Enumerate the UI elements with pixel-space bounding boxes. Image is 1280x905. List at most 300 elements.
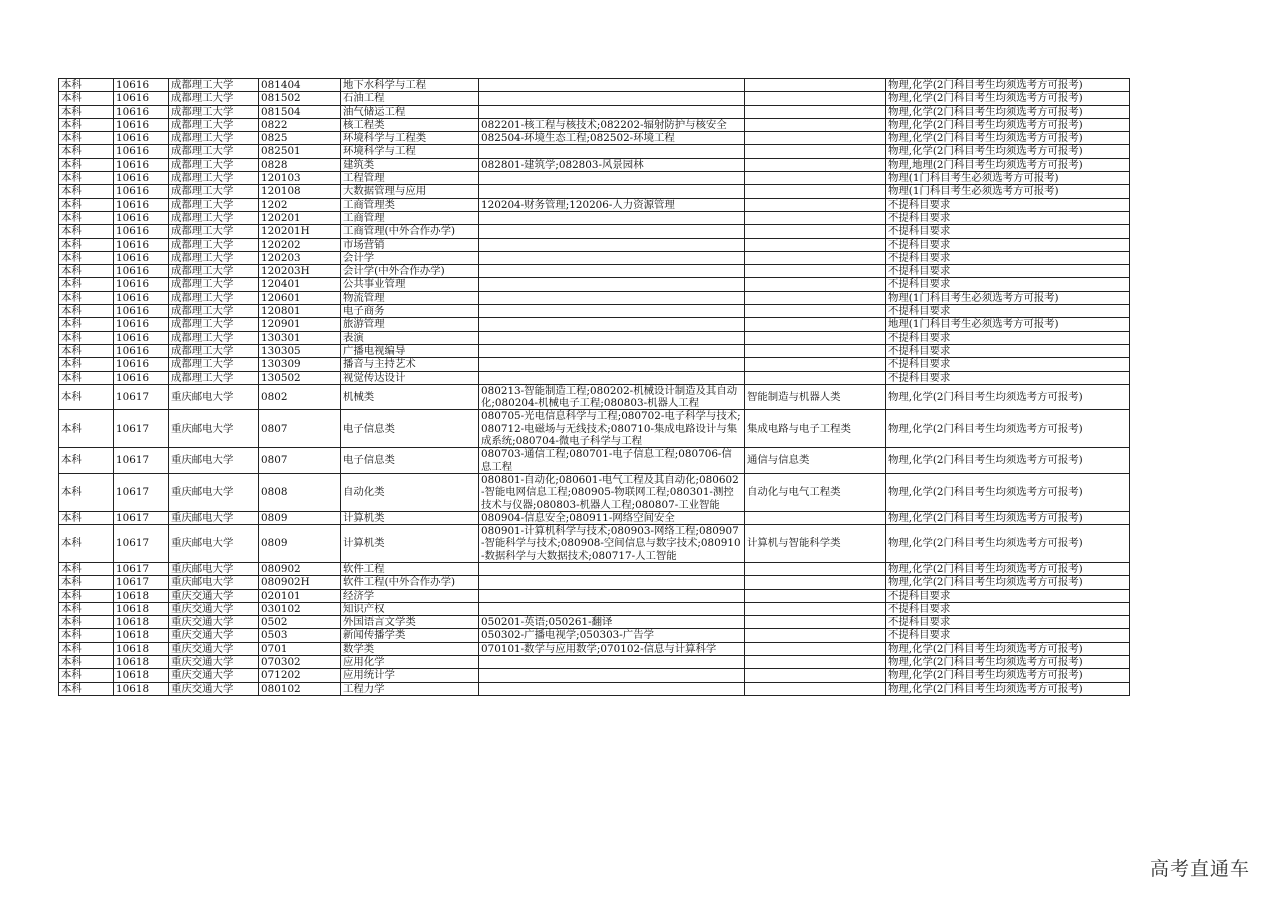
major-name-cell: 数学类 [341,642,479,655]
subject-requirement-cell: 物理,化学(2门科目考生均须选考方可报考) [886,448,1130,474]
table-row [59,473,1130,511]
level-cell: 本科 [59,525,114,563]
subject-requirement-cell: 物理,化学(2门科目考生均须选考方可报考) [886,682,1130,695]
included-majors-cell [479,278,745,291]
major-code-cell: 080902H [259,576,341,589]
category-name-cell [745,92,886,105]
category-name-cell [745,371,886,384]
table-row [59,384,1130,410]
major-name-cell: 建筑类 [341,158,479,171]
level-cell: 本科 [59,682,114,695]
major-name-cell: 市场营销 [341,238,479,251]
major-name-cell: 电子信息类 [341,410,479,448]
included-majors-cell: 070101-数学与应用数学;070102-信息与计算科学 [479,642,745,655]
level-cell: 本科 [59,589,114,602]
subject-requirement-cell: 物理,化学(2门科目考生均须选考方可报考) [886,562,1130,575]
category-name-cell: 自动化与电气工程类 [745,473,886,511]
table-row [59,410,1130,448]
major-code-cell: 080902 [259,562,341,575]
subject-requirement-cell: 地理(1门科目考生必须选考方可报考) [886,318,1130,331]
level-cell: 本科 [59,410,114,448]
table-row [59,682,1130,695]
category-name-cell [745,511,886,524]
major-name-cell: 油气储运工程 [341,105,479,118]
table-row [59,158,1130,171]
subject-requirement-cell: 物理,化学(2门科目考生均须选考方可报考) [886,79,1130,92]
school-code-cell: 10617 [114,562,169,575]
subject-requirement-cell: 不提科目要求 [886,371,1130,384]
level-cell: 本科 [59,185,114,198]
major-code-cell: 0822 [259,118,341,131]
table-row [59,525,1130,563]
school-name-cell: 成都理工大学 [169,118,259,131]
category-name-cell [745,265,886,278]
school-code-cell: 10616 [114,198,169,211]
category-name-cell [745,105,886,118]
level-cell: 本科 [59,291,114,304]
table-row [59,616,1130,629]
category-name-cell [745,642,886,655]
major-code-cell: 130305 [259,344,341,357]
major-code-cell: 0807 [259,410,341,448]
category-name-cell [745,562,886,575]
included-majors-cell: 120204-财务管理;120206-人力资源管理 [479,198,745,211]
major-code-cell: 120203 [259,251,341,264]
category-name-cell [745,118,886,131]
school-name-cell: 重庆邮电大学 [169,384,259,410]
category-name-cell [745,198,886,211]
included-majors-cell: 080213-智能制造工程;080202-机械设计制造及其自动化;080204-机械电子工程;080803-机器人工程 [479,384,745,410]
included-majors-cell: 050302-广播电视学;050303-广告学 [479,629,745,642]
school-code-cell: 10617 [114,384,169,410]
level-cell: 本科 [59,105,114,118]
category-name-cell [745,629,886,642]
school-name-cell: 成都理工大学 [169,251,259,264]
school-name-cell: 成都理工大学 [169,172,259,185]
major-name-cell: 电子商务 [341,305,479,318]
table-row [59,265,1130,278]
major-name-cell: 自动化类 [341,473,479,511]
category-name-cell [745,278,886,291]
school-name-cell: 成都理工大学 [169,79,259,92]
category-name-cell [745,79,886,92]
level-cell: 本科 [59,576,114,589]
school-code-cell: 10618 [114,629,169,642]
school-code-cell: 10616 [114,344,169,357]
major-code-cell: 0807 [259,448,341,474]
table-row [59,448,1130,474]
school-name-cell: 重庆邮电大学 [169,410,259,448]
included-majors-cell [479,656,745,669]
school-code-cell: 10616 [114,265,169,278]
table-row [59,602,1130,615]
school-name-cell: 重庆邮电大学 [169,473,259,511]
level-cell: 本科 [59,251,114,264]
table-row [59,589,1130,602]
table-row [59,105,1130,118]
major-name-cell: 软件工程 [341,562,479,575]
major-name-cell: 物流管理 [341,291,479,304]
included-majors-cell [479,358,745,371]
major-code-cell: 130301 [259,331,341,344]
major-code-cell: 120203H [259,265,341,278]
subject-requirement-cell: 不提科目要求 [886,589,1130,602]
category-name-cell [745,291,886,304]
included-majors-cell [479,562,745,575]
table-row [59,318,1130,331]
category-name-cell [745,211,886,224]
school-code-cell: 10617 [114,410,169,448]
subject-requirement-cell: 物理,化学(2门科目考生均须选考方可报考) [886,576,1130,589]
school-name-cell: 成都理工大学 [169,331,259,344]
subject-requirement-cell: 不提科目要求 [886,602,1130,615]
subject-requirement-cell: 不提科目要求 [886,331,1130,344]
table-row [59,371,1130,384]
school-name-cell: 成都理工大学 [169,238,259,251]
subject-requirement-cell: 物理,化学(2门科目考生均须选考方可报考) [886,511,1130,524]
level-cell: 本科 [59,511,114,524]
included-majors-cell [479,92,745,105]
included-majors-cell [479,238,745,251]
school-name-cell: 重庆邮电大学 [169,576,259,589]
category-name-cell [745,238,886,251]
level-cell: 本科 [59,132,114,145]
school-code-cell: 10617 [114,448,169,474]
major-code-cell: 082501 [259,145,341,158]
level-cell: 本科 [59,211,114,224]
school-code-cell: 10617 [114,473,169,511]
school-name-cell: 重庆交通大学 [169,669,259,682]
table-row [59,511,1130,524]
school-code-cell: 10616 [114,358,169,371]
subject-requirement-cell: 不提科目要求 [886,265,1130,278]
major-code-cell: 120201H [259,225,341,238]
category-name-cell [745,669,886,682]
school-code-cell: 10616 [114,318,169,331]
school-code-cell: 10618 [114,642,169,655]
category-name-cell [745,305,886,318]
category-name-cell [745,158,886,171]
included-majors-cell [479,318,745,331]
major-code-cell: 120103 [259,172,341,185]
major-name-cell: 会计学(中外合作办学) [341,265,479,278]
major-name-cell: 应用统计学 [341,669,479,682]
included-majors-cell [479,79,745,92]
level-cell: 本科 [59,318,114,331]
major-code-cell: 0809 [259,511,341,524]
subject-requirement-cell: 不提科目要求 [886,225,1130,238]
major-name-cell: 环境科学与工程 [341,145,479,158]
included-majors-cell [479,331,745,344]
school-code-cell: 10618 [114,669,169,682]
major-name-cell: 经济学 [341,589,479,602]
table-row [59,251,1130,264]
category-name-cell [745,358,886,371]
table-row [59,629,1130,642]
level-cell: 本科 [59,562,114,575]
major-code-cell: 120801 [259,305,341,318]
major-code-cell: 071202 [259,669,341,682]
level-cell: 本科 [59,79,114,92]
table-row [59,185,1130,198]
subject-requirement-cell: 物理,化学(2门科目考生均须选考方可报考) [886,669,1130,682]
major-code-cell: 080102 [259,682,341,695]
subject-requirement-cell: 物理,化学(2门科目考生均须选考方可报考) [886,525,1130,563]
school-name-cell: 重庆交通大学 [169,682,259,695]
subject-requirement-cell: 物理,化学(2门科目考生均须选考方可报考) [886,642,1130,655]
subject-requirement-cell: 物理,化学(2门科目考生均须选考方可报考) [886,145,1130,158]
major-code-cell: 081504 [259,105,341,118]
included-majors-cell [479,145,745,158]
included-majors-cell [479,105,745,118]
school-code-cell: 10616 [114,105,169,118]
major-name-cell: 机械类 [341,384,479,410]
level-cell: 本科 [59,384,114,410]
subject-requirement-cell: 物理,化学(2门科目考生均须选考方可报考) [886,132,1130,145]
category-name-cell: 计算机与智能科学类 [745,525,886,563]
level-cell: 本科 [59,656,114,669]
included-majors-cell [479,589,745,602]
school-code-cell: 10616 [114,132,169,145]
school-code-cell: 10616 [114,371,169,384]
level-cell: 本科 [59,118,114,131]
level-cell: 本科 [59,238,114,251]
school-name-cell: 重庆交通大学 [169,616,259,629]
school-code-cell: 10616 [114,291,169,304]
included-majors-cell: 080801-自动化;080601-电气工程及其自动化;080602-智能电网信息工程;080905-物联网工程;080301-测控技术与仪器;080803-机器人工程;080807-工业智能 [479,473,745,511]
school-code-cell: 10616 [114,251,169,264]
subject-requirement-cell: 物理,化学(2门科目考生均须选考方可报考) [886,473,1130,511]
school-name-cell: 重庆交通大学 [169,589,259,602]
major-code-cell: 0701 [259,642,341,655]
subject-requirement-cell: 物理,化学(2门科目考生均须选考方可报考) [886,384,1130,410]
major-name-cell: 环境科学与工程类 [341,132,479,145]
subject-requirement-cell: 物理(1门科目考生必须选考方可报考) [886,172,1130,185]
subject-requirement-cell: 物理(1门科目考生必须选考方可报考) [886,185,1130,198]
table-row [59,225,1130,238]
major-code-cell: 081404 [259,79,341,92]
major-code-cell: 030102 [259,602,341,615]
school-code-cell: 10617 [114,511,169,524]
major-name-cell: 会计学 [341,251,479,264]
table-row [59,656,1130,669]
school-code-cell: 10616 [114,211,169,224]
school-name-cell: 成都理工大学 [169,211,259,224]
level-cell: 本科 [59,669,114,682]
school-name-cell: 成都理工大学 [169,145,259,158]
watermark-text: 高考直通车 [1149,858,1250,880]
category-name-cell [745,132,886,145]
category-name-cell [745,589,886,602]
category-name-cell [745,331,886,344]
major-name-cell: 工商管理类 [341,198,479,211]
major-name-cell: 计算机类 [341,525,479,563]
major-name-cell: 核工程类 [341,118,479,131]
level-cell: 本科 [59,371,114,384]
school-name-cell: 重庆邮电大学 [169,511,259,524]
major-name-cell: 计算机类 [341,511,479,524]
school-code-cell: 10616 [114,185,169,198]
included-majors-cell: 080703-通信工程;080701-电子信息工程;080706-信息工程 [479,448,745,474]
school-code-cell: 10616 [114,145,169,158]
major-code-cell: 120901 [259,318,341,331]
major-name-cell: 石油工程 [341,92,479,105]
major-code-cell: 0809 [259,525,341,563]
major-code-cell: 120601 [259,291,341,304]
table-row [59,576,1130,589]
school-name-cell: 重庆交通大学 [169,629,259,642]
category-name-cell: 智能制造与机器人类 [745,384,886,410]
included-majors-cell [479,682,745,695]
school-code-cell: 10618 [114,602,169,615]
table-row [59,172,1130,185]
table-row [59,291,1130,304]
level-cell: 本科 [59,172,114,185]
subject-requirement-cell: 物理,化学(2门科目考生均须选考方可报考) [886,410,1130,448]
school-code-cell: 10616 [114,225,169,238]
subject-requirement-cell: 物理,化学(2门科目考生均须选考方可报考) [886,656,1130,669]
included-majors-cell: 082201-核工程与核技术;082202-辐射防护与核安全 [479,118,745,131]
major-name-cell: 工商管理(中外合作办学) [341,225,479,238]
category-name-cell [745,656,886,669]
school-name-cell: 成都理工大学 [169,278,259,291]
level-cell: 本科 [59,92,114,105]
included-majors-cell [479,172,745,185]
major-name-cell: 视觉传达设计 [341,371,479,384]
category-name-cell: 集成电路与电子工程类 [745,410,886,448]
included-majors-cell [479,669,745,682]
school-code-cell: 10617 [114,525,169,563]
school-code-cell: 10616 [114,278,169,291]
school-name-cell: 重庆邮电大学 [169,562,259,575]
category-name-cell [745,616,886,629]
included-majors-cell [479,576,745,589]
school-name-cell: 成都理工大学 [169,265,259,278]
level-cell: 本科 [59,448,114,474]
category-name-cell: 通信与信息类 [745,448,886,474]
major-code-cell: 070302 [259,656,341,669]
level-cell: 本科 [59,616,114,629]
school-code-cell: 10616 [114,238,169,251]
subject-requirement-cell: 不提科目要求 [886,238,1130,251]
subject-requirement-cell: 不提科目要求 [886,344,1130,357]
major-name-cell: 新闻传播学类 [341,629,479,642]
subject-requirement-cell: 不提科目要求 [886,305,1130,318]
level-cell: 本科 [59,629,114,642]
major-code-cell: 1202 [259,198,341,211]
major-code-cell: 020101 [259,589,341,602]
category-name-cell [745,318,886,331]
major-name-cell: 知识产权 [341,602,479,615]
major-name-cell: 旅游管理 [341,318,479,331]
subject-requirement-cell: 不提科目要求 [886,251,1130,264]
school-code-cell: 10617 [114,576,169,589]
school-name-cell: 成都理工大学 [169,185,259,198]
subject-requirement-cell: 不提科目要求 [886,211,1130,224]
table-row [59,132,1130,145]
level-cell: 本科 [59,642,114,655]
school-name-cell: 成都理工大学 [169,225,259,238]
subject-requirement-cell: 物理,地理(2门科目考生均须选考方可报考) [886,158,1130,171]
major-code-cell: 0802 [259,384,341,410]
school-code-cell: 10618 [114,656,169,669]
school-code-cell: 10618 [114,682,169,695]
subject-requirement-cell: 不提科目要求 [886,278,1130,291]
included-majors-cell: 080705-光电信息科学与工程;080702-电子科学与技术;080712-电磁场与无线技术;080710-集成电路设计与集成系统;080704-微电子科学与工程 [479,410,745,448]
subject-requirement-cell: 物理,化学(2门科目考生均须选考方可报考) [886,118,1130,131]
included-majors-cell [479,291,745,304]
major-code-cell: 120108 [259,185,341,198]
table-row [59,145,1130,158]
school-code-cell: 10616 [114,118,169,131]
major-code-cell: 0825 [259,132,341,145]
included-majors-cell: 080901-计算机科学与技术;080903-网络工程;080907-智能科学与技术;080908-空间信息与数字技术;080910-数据科学与大数据技术;080717-人工智能 [479,525,745,563]
category-name-cell [745,172,886,185]
level-cell: 本科 [59,358,114,371]
major-code-cell: 0503 [259,629,341,642]
major-name-cell: 播音与主持艺术 [341,358,479,371]
category-name-cell [745,576,886,589]
major-code-cell: 120401 [259,278,341,291]
school-code-cell: 10616 [114,305,169,318]
major-name-cell: 工程管理 [341,172,479,185]
level-cell: 本科 [59,278,114,291]
category-name-cell [745,602,886,615]
major-code-cell: 120202 [259,238,341,251]
school-name-cell: 成都理工大学 [169,291,259,304]
category-name-cell [745,344,886,357]
category-name-cell [745,145,886,158]
included-majors-cell [479,211,745,224]
table-body [59,79,1130,696]
subject-requirement-cell: 物理,化学(2门科目考生均须选考方可报考) [886,92,1130,105]
level-cell: 本科 [59,158,114,171]
table-row [59,344,1130,357]
major-code-cell: 130309 [259,358,341,371]
major-code-cell: 0808 [259,473,341,511]
included-majors-cell [479,371,745,384]
major-name-cell: 公共事业管理 [341,278,479,291]
included-majors-cell [479,265,745,278]
school-code-cell: 10618 [114,589,169,602]
level-cell: 本科 [59,145,114,158]
table-row [59,198,1130,211]
school-code-cell: 10616 [114,92,169,105]
school-name-cell: 成都理工大学 [169,92,259,105]
major-name-cell: 软件工程(中外合作办学) [341,576,479,589]
category-name-cell [745,682,886,695]
enrollment-table [58,78,1130,696]
major-name-cell: 外国语言文学类 [341,616,479,629]
major-name-cell: 工程力学 [341,682,479,695]
level-cell: 本科 [59,225,114,238]
subject-requirement-cell: 不提科目要求 [886,358,1130,371]
major-code-cell: 0828 [259,158,341,171]
school-name-cell: 成都理工大学 [169,358,259,371]
included-majors-cell [479,305,745,318]
category-name-cell [745,225,886,238]
school-name-cell: 成都理工大学 [169,371,259,384]
school-code-cell: 10616 [114,158,169,171]
level-cell: 本科 [59,331,114,344]
school-code-cell: 10616 [114,172,169,185]
major-name-cell: 广播电视编导 [341,344,479,357]
included-majors-cell: 082801-建筑学;082803-风景园林 [479,158,745,171]
school-code-cell: 10616 [114,79,169,92]
major-name-cell: 地下水科学与工程 [341,79,479,92]
major-code-cell: 0502 [259,616,341,629]
school-name-cell: 成都理工大学 [169,198,259,211]
